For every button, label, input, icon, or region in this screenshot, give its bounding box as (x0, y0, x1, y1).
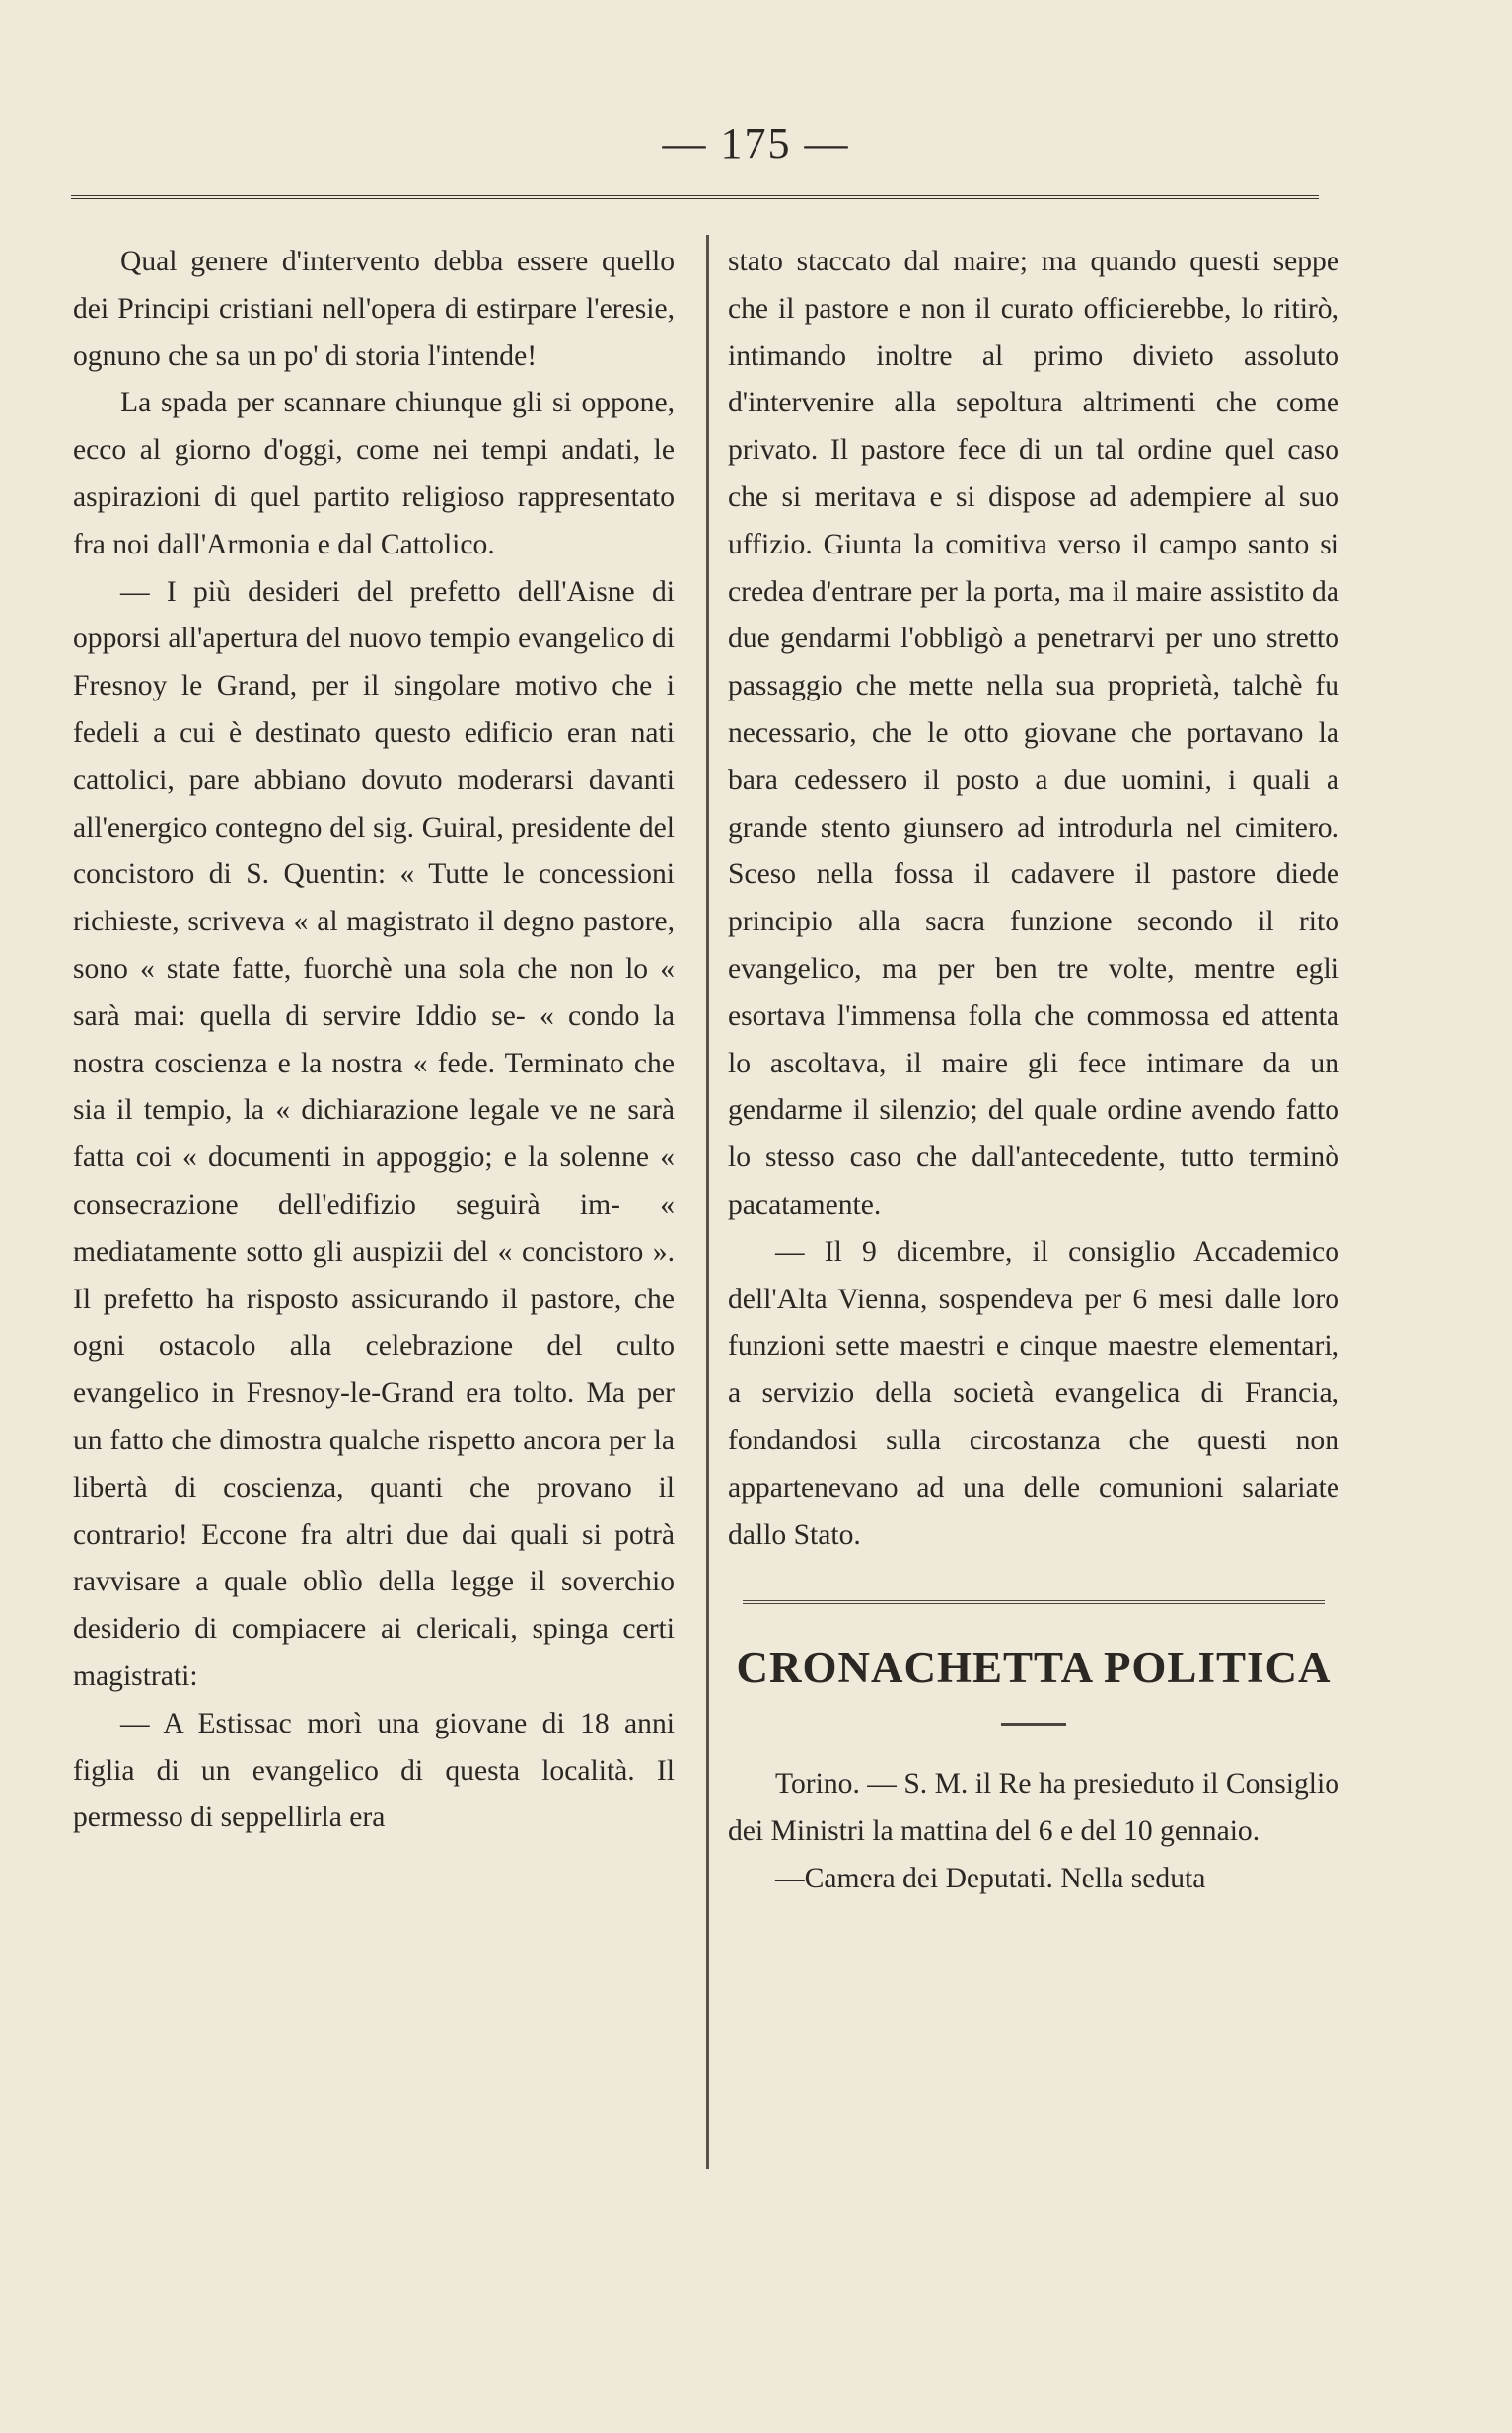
left-column (73, 239, 675, 1842)
paragraph: Torino. — S. M. il Re ha presieduto il Consiglio dei Ministri la mattina del 6 e del 10 gennaio. (728, 1768, 1339, 1848)
paragraph: La spada per scannare chiunque gli si oppone, ecco al giorno d'oggi, come nei tempi andati, le aspirazioni di quel partito religioso rappresentato fra noi dall'Armonia e dal Cattolico. (73, 387, 675, 560)
column-divider (706, 235, 709, 2169)
header-rule (71, 195, 1319, 199)
short-rule (1001, 1723, 1066, 1726)
paragraph: Qual genere d'intervento debba essere quello dei Principi cristiani nell'opera di estirpare l'eresie, ognuno che sa un po' di storia l'intende! (73, 246, 675, 372)
section-rule (743, 1600, 1325, 1604)
paragraph: —Camera dei Deputati. Nella seduta (775, 1862, 1206, 1894)
paragraph: — I più desideri del prefetto dell'Aisne di opporsi all'apertura del nuovo tempio evangelico di Fresnoy le Grand, per il singolare motivo che i fedeli a cui è destinato questo edificio eran nati cattolici, pare abbiano dovuto moderarsi davanti all'energico contegno del sig. Guiral, presidente del concistoro di S. Quentin: « Tutte le concessioni richieste, scriveva « al magistrato il degno pastore, sono « state fatte, fuorchè una sola che non lo « sarà mai: quella di servire Iddio se- « condo la nostra coscienza e la nostra « fede. Terminato che sia il tempio, la « dichiarazione legale ve ne sarà fatta coi « documenti in appoggio; e la solenne « consecrazione dell'edifizio seguirà im- « mediatamente sotto gli auspizii del « concistoro ». Il prefetto ha risposto assicurando il pastore, che ogni ostacolo alla celebrazione del culto evangelico in Fresnoy-le-Grand era tolto. Ma per un fatto che dimostra qualche rispetto ancora per la libertà di coscienza, quanti che provano il contrario! Eccone fra altri due dai quali si potrà ravvisare a quale oblìo della legge il soverchio desiderio di compiacere ai clericali, spinga certi magistrati: (73, 575, 675, 1692)
section-title: CRONACHETTA POLITICA (736, 1643, 1332, 1693)
page-number: — 175 — (662, 119, 850, 168)
paragraph: stato staccato dal maire; ma quando questi seppe che il pastore e non il curato officierebbe, lo ritirò, intimando inoltre al primo divieto assoluto d'intervenire alla sepoltura altrimenti che come privato. Il pastore fece di un tal ordine quel caso che si meritava e si dispose ad adempiere al suo uffizio. Giunta la comitiva verso il campo santo si credea d'entrare per la porta, ma il maire assistito da due gendarmi l'obbligò a penetrarvi per uno stretto passaggio che mette nella sua proprietà, talchè fu necessario, che le otto giovane che portavano la bara cedessero il posto a due uomini, i quali a grande stento giunsero ad introdurla nel cimitero. Sceso nella fossa il cadavere il pastore diede principio alla sacra funzione secondo il rito evangelico, ma per ben tre volte, mentre egli esortava l'immensa folla che commossa ed attenta lo ascoltava, il maire gli fece intimare da un gendarme il silenzio; del quale ordine avendo fatto lo stesso caso che dall'antecedente, tutto terminò pacatamente. (728, 246, 1339, 1220)
paragraph: — Il 9 dicembre, il consiglio Accademico dell'Alta Vienna, sospendeva per 6 mesi dalle loro funzioni sette maestri e cinque maestre elementari, a servizio della società evangelica di Francia, fondandosi sulla circostanza che questi non appartenevano ad una delle comunioni salariate dallo Stato. (728, 1235, 1339, 1551)
right-column (728, 239, 1339, 1903)
paragraph: — A Estissac morì una giovane di 18 anni figlia di un evangelico di questa località. Il permesso di seppellirla era (73, 1707, 675, 1834)
